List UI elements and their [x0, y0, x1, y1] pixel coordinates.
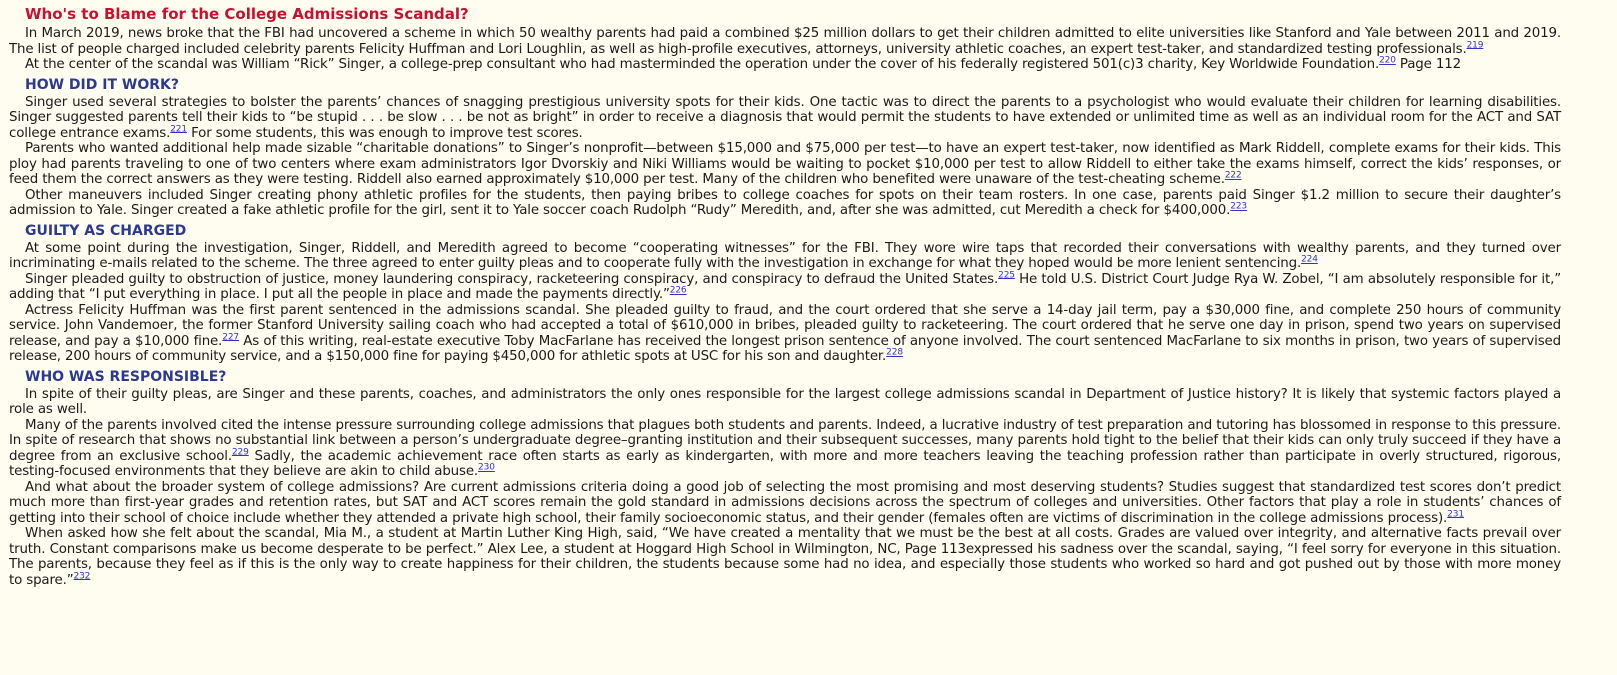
paragraph-text: Sadly, the academic achievement race often starts as early as kindergarten, with more and more teachers leaving the teaching profession rather than participate in overly structured, rigorous, testing-focused environments that they believe are akin to child abuse.: [9, 448, 1561, 479]
footnote-link[interactable]: 222: [1224, 170, 1242, 181]
paragraph-text: Singer used several strategies to bolster the parents’ chances of snagging prestigious university spots for their kids. One tactic was to direct the parents to a psychologist who would evaluate their children for learning disabilities. Singer suggested parents tell their kids to “be stupid . . . be slow . . . be not as bright” in order to receive a diagnosis that would permit the students to have extended or unlimited time as well as an individual room for the ACT and SAT college entrance exams.: [9, 94, 1561, 141]
paragraph-text: When asked how she felt about the scandal, Mia M., a student at Martin Luther King High, said, “We have created a mentality that we must be the best at all costs. Grades are valued over integrity, and alternative facts prevail over truth. Constant comparisons make us become desperate to be perfect.” Alex Lee, a student at Hoggard High School in Wilmington, NC, Page 113expressed his sadness over the scandal, saying, “I feel sorry for everyone in this situation. The parents, because they feel as if this is the only way to create happiness for their children, the students because some had no idea, and especially those students who worked so hard and got pushed out by those with more money to spare.”: [9, 526, 1561, 588]
paragraph-text: In spite of their guilty pleas, are Singer and these parents, coaches, and administrators the only ones responsible for the largest college admissions scandal in Department of Justice history? It is likely that systemic factors played a role as well.: [9, 386, 1561, 417]
paragraph: [9, 188, 1561, 219]
footnote-link[interactable]: 226: [669, 285, 687, 296]
paragraph: [9, 526, 1561, 588]
footnote-link[interactable]: 230: [478, 462, 495, 473]
paragraph-text: Many of the parents involved cited the intense pressure surrounding college admissions that plagues both students and parents. Indeed, a lucrative industry of test preparation and tutoring has blossomed in response to this pressure. In spite of research that shows no substantial link between a person’s undergraduate degree–granting institution and their subsequent successes, many parents hold tight to the belief that their kids can only truly succeed if they have a degree from an exclusive school.: [9, 417, 1561, 464]
paragraph-text: Parents who wanted additional help made sizable “charitable donations” to Singer’s nonprofit—between $15,000 and $75,000 per test—to have an expert test-taker, now identified as Mark Riddell, complete exams for their kids. This ploy had parents traveling to one of two centers where exam administrators Igor Dvorskiy and Niki Williams would be waiting to pocket $10,000 per test to allow Riddell to either take the exams himself, correct the kids’ responses, or feed them the correct answers as they were testing. Riddell also earned approximately $10,000 per test. Many of the children who benefited were unaware of the test-cheating scheme.: [9, 141, 1561, 187]
paragraph-text: At some point during the investigation, Singer, Riddell, and Meredith agreed to become “cooperating witnesses” for the FBI. They wore wire taps that recorded their conversations with wealthy parents, and they turned over incriminating e-mails related to the scheme. The three agreed to enter guilty pleas and to cooperate fully with the investigation in exchange for what they hoped would be more lenient sentencing.: [9, 240, 1561, 271]
paragraph-text: And what about the broader system of college admissions? Are current admissions criteria doing a good job of selecting the most promising and most deserving students? Studies suggest that standardized test scores don’t predict much more than first-year grades and retention rates, but SAT and ACT scores remain the gold standard in admissions decisions across the spectrum of colleges and universities. Other factors that play a role in students’ chances of getting into their school of choice include whether they attended a private high school, their family socioeconomic status, and their gender (females often are victims of discrimination in the college admissions process).: [9, 479, 1561, 526]
article-section: [9, 77, 1561, 219]
article-section: [9, 223, 1561, 365]
footnote-link[interactable]: 232: [73, 571, 91, 582]
footnote-link[interactable]: 219: [1466, 40, 1484, 51]
paragraph: [9, 141, 1561, 188]
footnote-link[interactable]: 223: [1230, 201, 1248, 212]
paragraph-text: Singer pleaded guilty to obstruction of justice, money laundering conspiracy, racketeering conspiracy, and conspiracy to defraud the United States.: [25, 271, 999, 287]
footnote-link[interactable]: 231: [1447, 509, 1464, 520]
paragraph: [9, 387, 1561, 418]
paragraph: [9, 26, 1561, 57]
section-heading: HOW DID IT WORK?: [25, 76, 179, 93]
paragraph-text: For some students, this was enough to improve test scores.: [186, 125, 583, 141]
paragraph-text: Other maneuvers included Singer creating phony athletic profiles for the students, then paying bribes to college coaches for spots on their team rosters. In one case, parents paid Singer $1.2 million to secure their daughter’s admission to Yale. Singer created a fake athletic profile for the girl, sent it to Yale soccer coach Rudolph “Rudy” Meredith, and, after she was admitted, cut Meredith a check for $400,000.: [9, 187, 1561, 218]
paragraph-text: Page 112: [1395, 57, 1461, 72]
article-section: [9, 369, 1561, 589]
paragraph-text: He told U.S. District Court Judge Rya W. Zobel, “I am absolutely responsible for it,” adding that “I put everything in place. I put all the people in place and made the payments directly.”: [9, 271, 1561, 302]
paragraph-text: As of this writing, real-estate executive Toby MacFarlane has received the longest prison sentence of anyone involved. The court sentenced MacFarlane to six months in prison, two years of supervised release, 200 hours of community service, and a $150,000 fine for paying $450,000 for athletic spots at USC for his son and daughter.: [9, 333, 1561, 364]
section-heading: WHO WAS RESPONSIBLE?: [25, 368, 227, 385]
paragraph: [9, 480, 1561, 527]
paragraph: [9, 303, 1561, 365]
paragraph-text: At the center of the scandal was William “Rick” Singer, a college-prep consultant who had masterminded the operation under the cover of his federally registered 501(c)3 charity, Key Worldwide Foundation.: [25, 57, 1380, 72]
paragraph: [9, 241, 1561, 272]
footnote-link[interactable]: 224: [1301, 254, 1318, 265]
article-title: Who's to Blame for the College Admissions Scandal?: [25, 5, 469, 23]
section-heading: GUILTY AS CHARGED: [25, 222, 187, 239]
footnote-link[interactable]: 221: [170, 124, 187, 135]
paragraph-text: In March 2019, news broke that the FBI had uncovered a scheme in which 50 wealthy parents had paid a combined $25 million dollars to get their children admitted to elite universities like Stanford and Yale between 2011 and 2019. The list of people charged included celebrity parents Felicity Huffman and Lori Loughlin, as well as high-profile executives, attorneys, university athletic coaches, an expert test-taker, and standardized testing professionals.: [9, 26, 1561, 57]
intro-block: [9, 26, 1561, 73]
paragraph: [9, 57, 1561, 73]
paragraph-text: Actress Felicity Huffman was the first parent sentenced in the admissions scandal. She pleaded guilty to fraud, and the court ordered that she serve a 14-day jail term, pay a $30,000 fine, and complete 250 hours of community service. John Vandemoer, the former Stanford University sailing coach who had accepted a total of $610,000 in bribes, pleaded guilty to racketeering. The court ordered that he serve one day in prison, spend two years on supervised release, and pay a $10,000 fine.: [9, 302, 1561, 349]
footnote-link[interactable]: 227: [222, 332, 239, 343]
paragraph: [9, 418, 1561, 480]
footnote-link[interactable]: 225: [998, 270, 1015, 281]
footnote-link[interactable]: 229: [231, 447, 249, 458]
paragraph: [9, 95, 1561, 142]
sections-container: [9, 77, 1561, 589]
footnote-link[interactable]: 228: [886, 347, 903, 358]
footnote-link[interactable]: 220: [1379, 55, 1396, 66]
paragraph: [9, 272, 1561, 303]
